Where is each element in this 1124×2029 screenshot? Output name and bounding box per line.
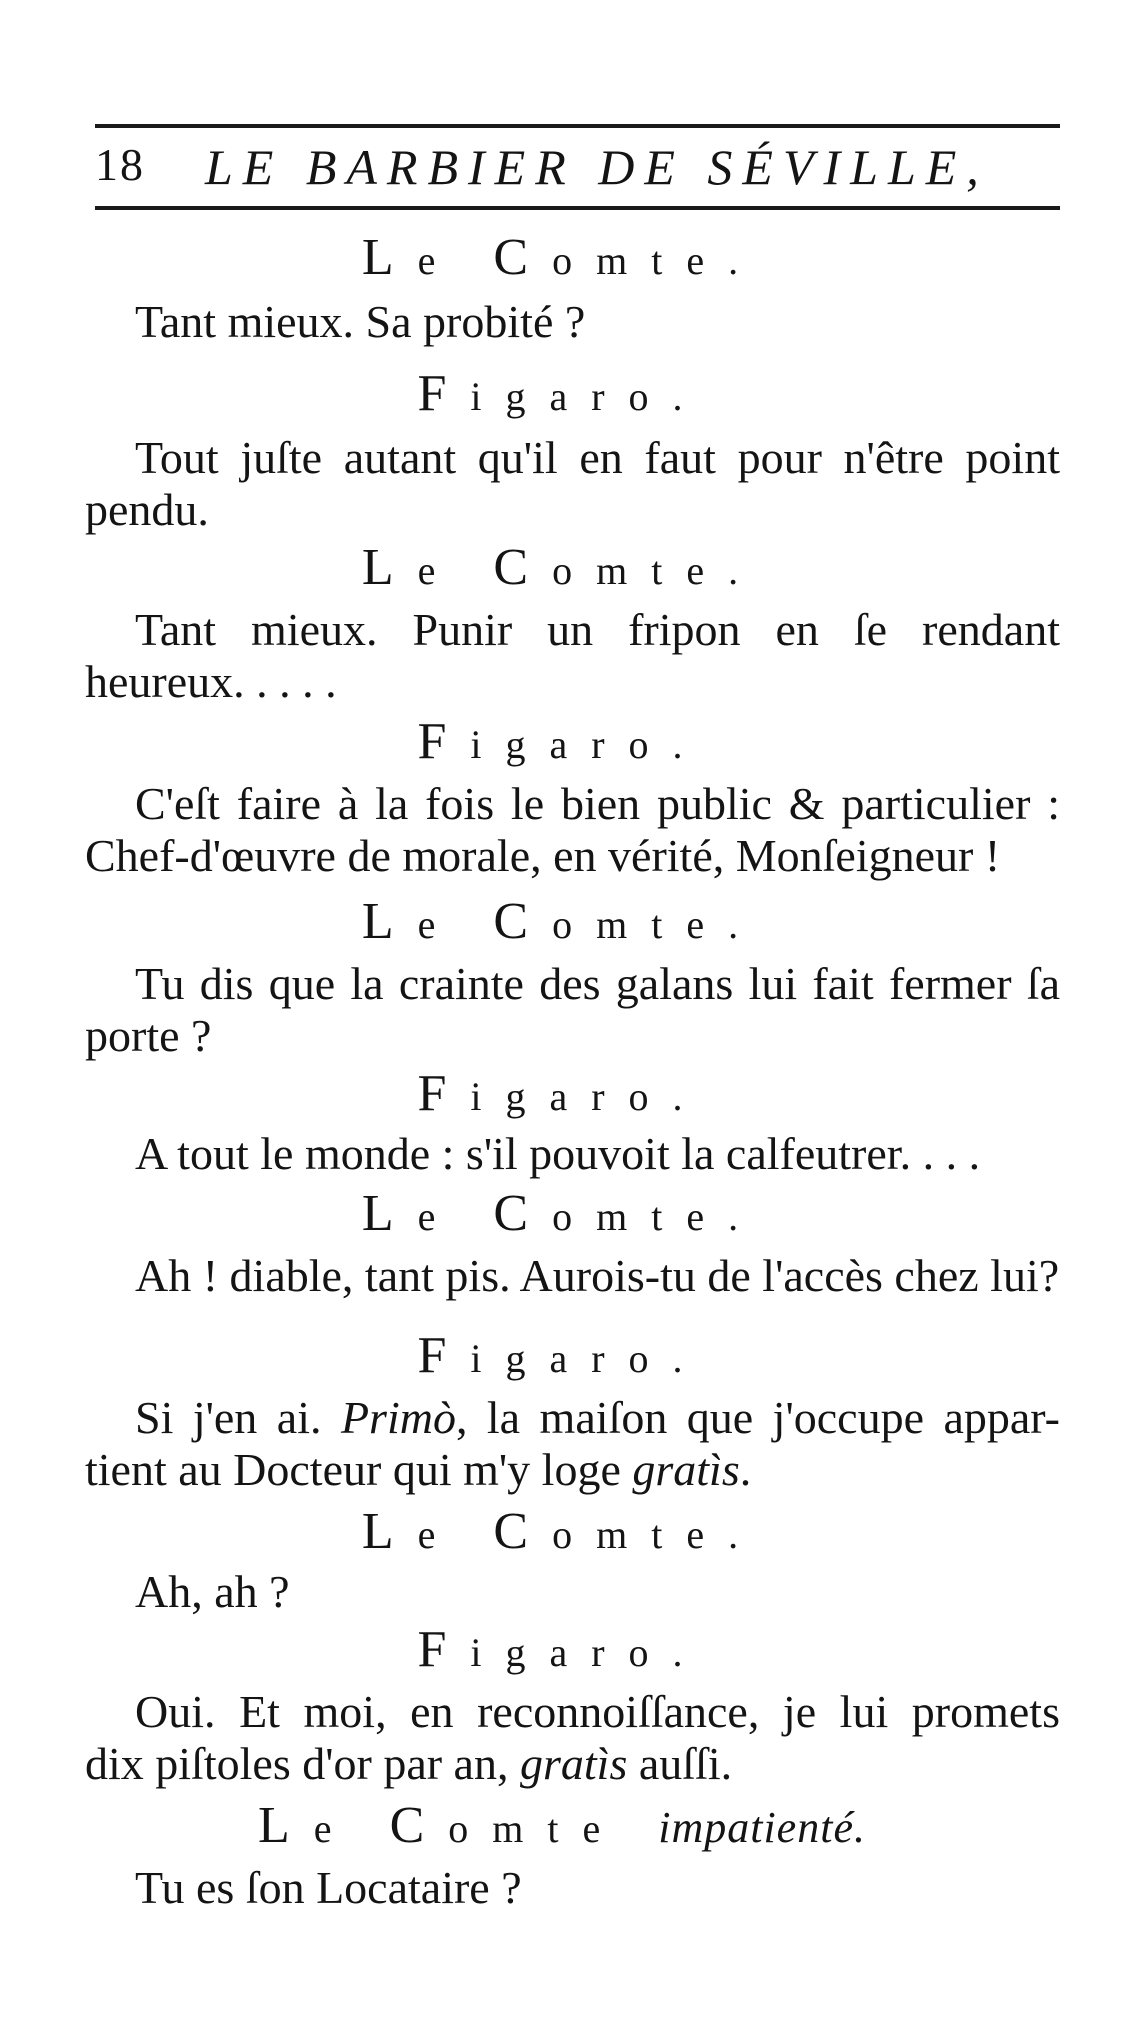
speaker-figaro: Figaro. [417,365,707,422]
stage-direction: impatienté. [658,1803,866,1852]
speaker-le-comte: Le Comte. [361,229,763,286]
dialogue-line: Tant mieux. Punir un fripon en ſe rendant heureux. . . . . [85,604,1060,707]
running-title: LE BARBIER DE SÉVILLE, [205,139,989,195]
header-bottom-rule [95,206,1060,210]
speaker-figaro: Figaro. [417,1621,707,1678]
dialogue-line: Ah ! diable, tant pis. Aurois-tu de l'accès chez lui? [135,1250,1060,1301]
page-number: 18 [95,139,145,190]
speaker-le-comte: Le Comte. [361,1185,763,1242]
dialogue-line: A tout le monde : s'il pouvoit la calfeutrer. . . . [135,1128,981,1179]
dialogue-line: Oui. Et moi, en reconnoiſſance, je lui promets dix piſtoles d'or par an, gratìs auſſi. [85,1686,1060,1789]
speaker-figaro: Figaro. [417,713,707,770]
running-header [95,138,1060,198]
dialogue-line: C'eſt faire à la fois le bien public & particulier : Chef-d'œuvre de morale, en vérité, Monſeigneur ! [85,778,1060,881]
speaker-le-comte: Le Comte. [361,539,763,596]
dialogue-line: Tant mieux. Sa probité ? [135,296,586,347]
dialogue-line: Tout juſte autant qu'il en faut pour n'être point pendu. [85,432,1060,535]
dialogue-line: Ah, ah ? [135,1566,290,1617]
speaker-figaro: Figaro. [417,1065,707,1122]
dialogue-line: Si j'en ai. Primò, la maiſon que j'occupe appar- tient au Docteur qui m'y loge gratìs. [85,1392,1060,1495]
speaker-le-comte: Le Comte. [361,1503,763,1560]
speaker-le-comte: Le Comte. [361,893,763,950]
speaker-le-comte: Le Comte impatienté. [258,1797,866,1854]
dialogue-line: Tu dis que la crainte des galans lui fait fermer ſa porte ? [85,958,1060,1061]
speaker-figaro: Figaro. [417,1327,707,1384]
dialogue-line: Tu es ſon Locataire ? [135,1862,522,1913]
header-top-rule [95,124,1060,128]
